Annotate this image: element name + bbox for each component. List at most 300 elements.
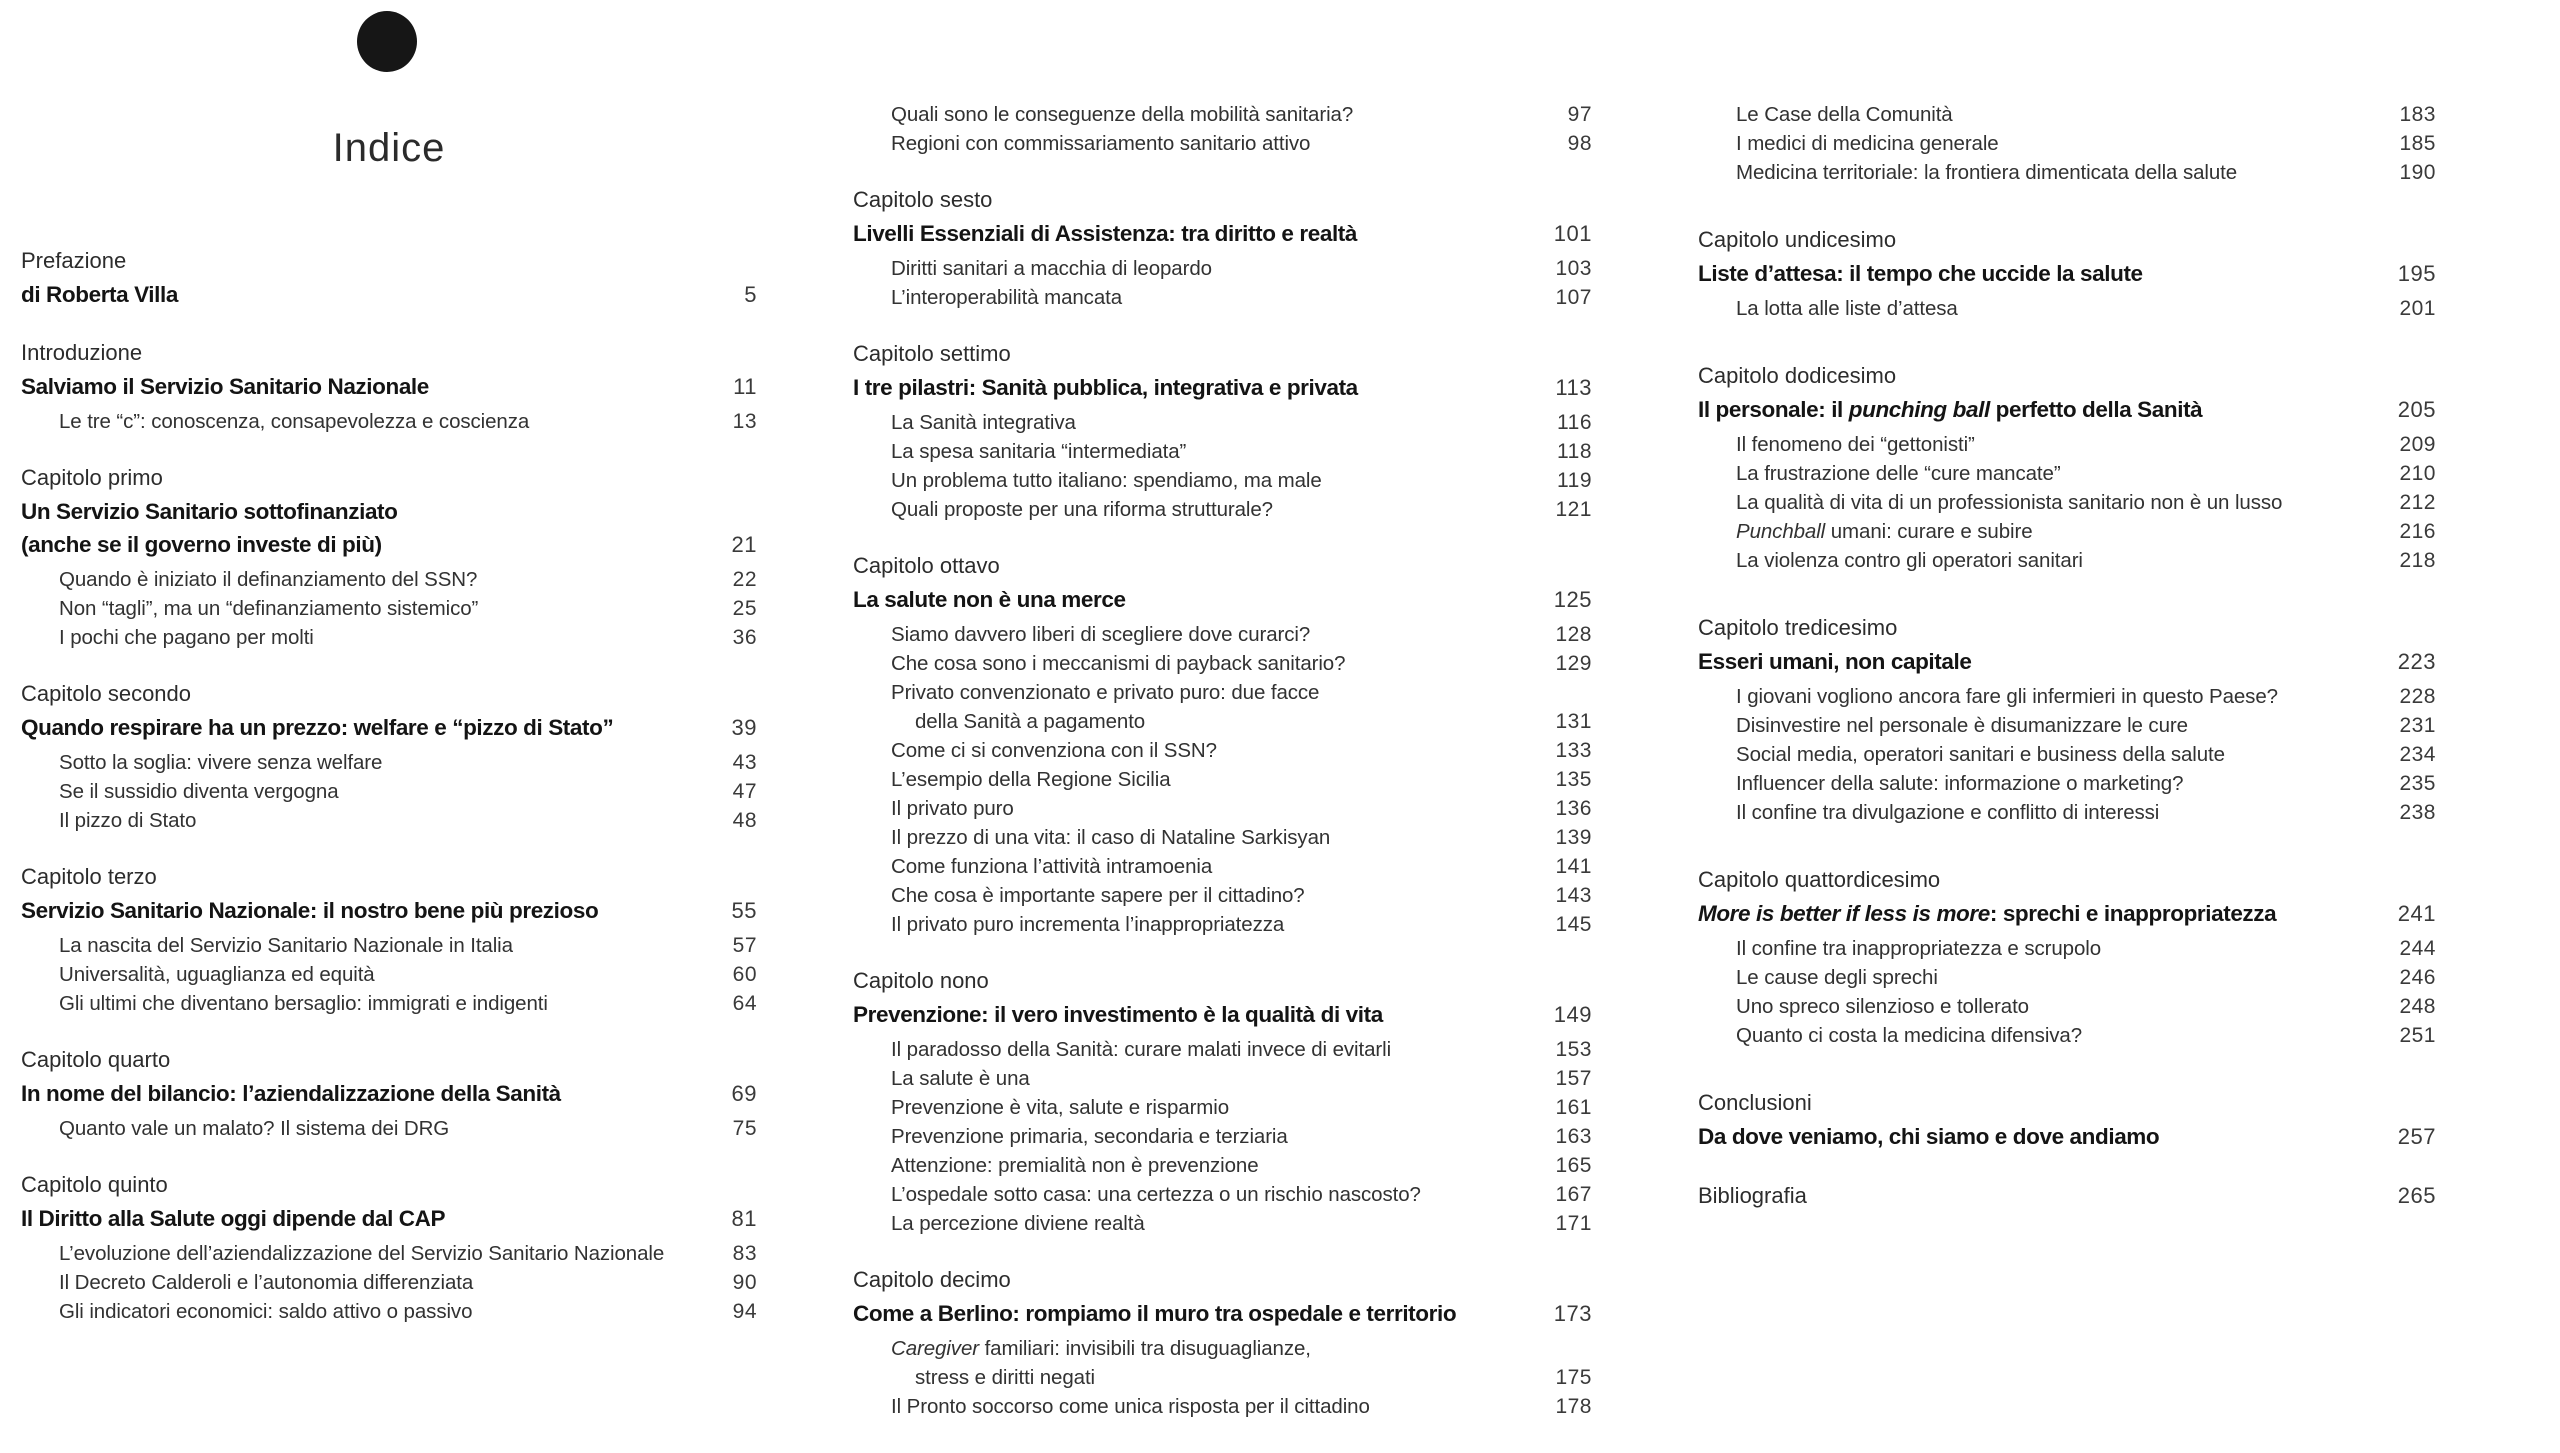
toc-entry-row [853, 1334, 1592, 1363]
toc-entry-row [1698, 963, 2436, 992]
chapter-title [1698, 257, 2384, 290]
section-entries [1698, 934, 2436, 1050]
entry-title [891, 129, 1554, 158]
page-number: 25 [732, 597, 757, 620]
page-number: 128 [1555, 623, 1592, 646]
page-number: 163 [1555, 1125, 1592, 1148]
text-part: Le tre “c”: conoscenza, consapevolezza e coscienza [59, 410, 530, 433]
toc-entry-row [21, 407, 757, 436]
toc-column-left [21, 244, 757, 1326]
section-label: Capitolo quattordicesimo [1698, 867, 1941, 892]
toc-entry-row [853, 100, 1592, 129]
page-number: 141 [1555, 855, 1592, 878]
text-part: Quali proposte per una riforma strutturale? [891, 498, 1273, 521]
text-part: Disinvestire nel personale è disumanizzare le cure [1736, 714, 2188, 737]
page-title: Indice [332, 126, 446, 170]
text-part: Il pizzo di Stato [59, 809, 197, 832]
page-number: 101 [1553, 221, 1592, 246]
text-part: L’esempio della Regione Sicilia [891, 768, 1171, 791]
entry-title [891, 736, 1541, 765]
entry-title [891, 1392, 1541, 1421]
entry-title [891, 620, 1541, 649]
entry-title [1736, 798, 2385, 827]
chapter-title-row [21, 711, 757, 744]
toc-entry-row [853, 649, 1592, 678]
entry-title [891, 678, 1592, 707]
entry-title [1736, 517, 2385, 546]
entry-title [59, 594, 719, 623]
text-part: umani: curare e subire [1825, 520, 2033, 543]
chapter-title-row [21, 495, 757, 528]
chapter-title [1698, 393, 2384, 426]
chapter-title [1698, 897, 2384, 930]
text-part: Prevenzione è vita, salute e risparmio [891, 1096, 1230, 1119]
toc-entry-row [21, 777, 757, 806]
section-label: Capitolo decimo [853, 1267, 1011, 1292]
section-label: Capitolo sesto [853, 187, 993, 212]
text-part: Come ci si convenziona con il SSN? [891, 739, 1217, 762]
chapter-title [853, 583, 1540, 616]
entry-title [891, 408, 1543, 437]
entry-title [59, 960, 719, 989]
entry-title [1736, 740, 2385, 769]
toc-column-right [1698, 96, 2436, 1212]
toc-section [1698, 100, 2436, 187]
toc-section [1698, 223, 2436, 323]
chapter-title-row [853, 998, 1592, 1031]
page-number: 64 [732, 992, 757, 1015]
italic-text-part: Caregiver [891, 1337, 979, 1360]
page-number: 135 [1555, 768, 1592, 791]
text-part: Servizio Sanitario Nazionale: il nostro bene più prezioso [21, 898, 599, 923]
text-part: La Sanità integrativa [891, 411, 1076, 434]
text-part: della Sanità a pagamento [915, 710, 1146, 733]
text-part: Il fenomeno dei “gettonisti” [1736, 433, 1975, 456]
text-part: La salute è una [891, 1067, 1030, 1090]
page-number: 116 [1557, 411, 1592, 434]
entry-title [1736, 963, 2385, 992]
toc-entry-row [853, 1035, 1592, 1064]
entry-title [1736, 129, 2385, 158]
page-number: 13 [732, 410, 757, 433]
page-number: 113 [1555, 375, 1592, 400]
page-number: 246 [2399, 966, 2436, 989]
section-entries [21, 748, 757, 835]
section-entries [853, 1334, 1592, 1421]
toc-entry-row [21, 748, 757, 777]
page-number: 175 [1555, 1366, 1592, 1389]
text-part: Il confine tra inappropriatezza e scrupolo [1736, 937, 2102, 960]
toc-entry-row [1698, 934, 2436, 963]
page-number: 171 [1555, 1212, 1592, 1235]
toc-entry-row [21, 1239, 757, 1268]
toc-entry-row [853, 1363, 1592, 1392]
italic-text-part: punching ball [1848, 397, 1990, 422]
toc-section [21, 1043, 757, 1143]
toc-entry-row [21, 960, 757, 989]
text-part: Il confine tra divulgazione e conflitto di interessi [1736, 801, 2160, 824]
chapter-title [21, 370, 719, 403]
italic-text-part: Punchball [1736, 520, 1826, 543]
page-number: 107 [1555, 286, 1592, 309]
toc-section [853, 1263, 1592, 1421]
entry-title [891, 910, 1541, 939]
page-number: 185 [2399, 132, 2436, 155]
entry-title [891, 1151, 1541, 1180]
text-part: stress e diritti negati [915, 1366, 1095, 1389]
chapter-title [21, 894, 718, 927]
text-part: Salviamo il Servizio Sanitario Nazionale [21, 374, 429, 399]
text-part: : sprechi e inappropriatezza [1989, 901, 2277, 926]
entry-title [59, 989, 719, 1018]
chapter-title [21, 495, 757, 528]
chapter-title [21, 1202, 718, 1235]
section-label: Capitolo quarto [21, 1047, 171, 1072]
section-label: Capitolo nono [853, 968, 989, 993]
page-number: 48 [732, 809, 757, 832]
text-part: Social media, operatori sanitari e business della salute [1736, 743, 2225, 766]
page-number: 190 [2399, 161, 2436, 184]
entry-title [1736, 158, 2385, 187]
page-number: 145 [1555, 913, 1592, 936]
chapter-title [1698, 1179, 2384, 1212]
entry-title [59, 1297, 719, 1326]
toc-entry-row [21, 565, 757, 594]
text-part: La nascita del Servizio Sanitario Nazionale in Italia [59, 934, 513, 957]
text-part: L’ospedale sotto casa: una certezza o un rischio nascosto? [891, 1183, 1421, 1206]
page-number: 60 [732, 963, 757, 986]
chapter-title-row [21, 370, 757, 403]
toc-entry-row [1698, 546, 2436, 575]
text-part: Come a Berlino: rompiamo il muro tra ospedale e territorio [853, 1301, 1457, 1326]
page-number: 133 [1555, 739, 1592, 762]
section-entries [21, 931, 757, 1018]
text-part: perfetto della Sanità [1989, 397, 2203, 422]
entry-title [915, 1363, 1541, 1392]
entry-title [1736, 769, 2385, 798]
chapter-title [853, 1297, 1540, 1330]
toc-section [853, 337, 1592, 524]
entry-title [891, 437, 1543, 466]
section-label: Capitolo secondo [21, 681, 192, 706]
chapter-title-row [1698, 1179, 2436, 1212]
section-entries [1698, 100, 2436, 187]
text-part: Medicina territoriale: la frontiera dimenticata della salute [1736, 161, 2238, 184]
chapter-title-row [853, 1297, 1592, 1330]
entry-title [891, 823, 1541, 852]
toc-entry-row [853, 1392, 1592, 1421]
entry-title [891, 466, 1543, 495]
toc-entry-row [853, 620, 1592, 649]
toc-entry-row [21, 806, 757, 835]
toc-entry-row [853, 852, 1592, 881]
chapter-title-row [853, 371, 1592, 404]
text-part: Il Decreto Calderoli e l’autonomia differenziata [59, 1271, 474, 1294]
italic-text-part: More is better if less is more [1698, 901, 1990, 926]
entry-title [891, 495, 1541, 524]
page-number: 161 [1555, 1096, 1592, 1119]
entry-title [59, 1268, 719, 1297]
entry-title [891, 1334, 1592, 1363]
text-part: Se il sussidio diventa vergogna [59, 780, 339, 803]
toc-entry-row [1698, 459, 2436, 488]
toc-entry-row [1698, 769, 2436, 798]
text-part: di Roberta Villa [21, 282, 178, 307]
text-part: familiari: invisibili tra disuguaglianze, [978, 1337, 1311, 1360]
text-part: I medici di medicina generale [1736, 132, 1999, 155]
page-number: 244 [2399, 937, 2436, 960]
text-part: Siamo davvero liberi di scegliere dove curarci? [891, 623, 1311, 646]
toc-section [1698, 611, 2436, 827]
entry-title [891, 1180, 1541, 1209]
entry-title [891, 1064, 1541, 1093]
entry-title [59, 1239, 719, 1268]
text-part: L’interoperabilità mancata [891, 286, 1123, 309]
section-label: Conclusioni [1698, 1090, 1812, 1115]
entry-title [59, 407, 719, 436]
chapter-title [21, 528, 718, 561]
toc-entry-row [1698, 517, 2436, 546]
section-label: Prefazione [21, 248, 127, 273]
page-number: 235 [2399, 772, 2436, 795]
toc-entry-row [853, 1122, 1592, 1151]
toc-entry-row [853, 910, 1592, 939]
entry-title [891, 765, 1541, 794]
text-part: Esseri umani, non capitale [1698, 649, 1972, 674]
chapter-title-row [21, 528, 757, 561]
entry-title [1736, 992, 2385, 1021]
section-label: Capitolo settimo [853, 341, 1011, 366]
toc-entry-row [853, 736, 1592, 765]
page-number: 241 [2397, 901, 2436, 926]
page-number: 125 [1553, 587, 1592, 612]
text-part: Quali sono le conseguenze della mobilità sanitaria? [891, 103, 1354, 126]
toc-entry-row [853, 823, 1592, 852]
text-part: La salute non è una merce [853, 587, 1126, 612]
toc-entry-row [853, 283, 1592, 312]
page-number: 173 [1553, 1301, 1592, 1326]
toc-section [21, 860, 757, 1018]
text-part: L’evoluzione dell’aziendalizzazione del Servizio Sanitario Nazionale [59, 1242, 665, 1265]
toc-entry-row [853, 1209, 1592, 1238]
section-label: Introduzione [21, 340, 143, 365]
text-part: I pochi che pagano per molti [59, 626, 314, 649]
text-part: Bibliografia [1698, 1183, 1807, 1208]
text-part: Le Case della Comunità [1736, 103, 1953, 126]
text-part: Influencer della salute: informazione o marketing? [1736, 772, 2184, 795]
chapter-title [853, 371, 1541, 404]
text-part: Prevenzione: il vero investimento è la qualità di vita [853, 1002, 1383, 1027]
toc-entry-row [1698, 682, 2436, 711]
chapter-title [21, 278, 730, 311]
toc-entry-row [1698, 740, 2436, 769]
text-part: Che cosa sono i meccanismi di payback sanitario? [891, 652, 1346, 675]
page-number: 183 [2399, 103, 2436, 126]
text-part: In nome del bilancio: l’aziendalizzazione della Sanità [21, 1081, 561, 1106]
toc-entry-row [1698, 158, 2436, 187]
toc-entry-row [1698, 488, 2436, 517]
toc-entry-row [1698, 294, 2436, 323]
entry-title [59, 565, 719, 594]
text-part: Come funziona l’attività intramoenia [891, 855, 1213, 878]
page-number: 165 [1555, 1154, 1592, 1177]
entry-title [891, 1035, 1541, 1064]
page-number: 11 [733, 374, 757, 399]
section-label: Capitolo quinto [21, 1172, 168, 1197]
chapter-title [21, 1077, 718, 1110]
toc-entry-row [1698, 798, 2436, 827]
page-number: 97 [1567, 103, 1592, 126]
page-number: 201 [2399, 297, 2436, 320]
text-part: La frustrazione delle “cure mancate” [1736, 462, 2061, 485]
page-number: 257 [2397, 1124, 2436, 1149]
page-number: 39 [731, 715, 757, 740]
page-number: 75 [732, 1117, 757, 1140]
text-part: Il paradosso della Sanità: curare malati invece di evitarli [891, 1038, 1392, 1061]
text-part: Privato convenzionato e privato puro: due facce [891, 681, 1320, 704]
text-part: La lotta alle liste d’attesa [1736, 297, 1958, 320]
toc-entry-row [21, 623, 757, 652]
entry-title [891, 881, 1541, 910]
toc-entry-row [21, 989, 757, 1018]
toc-entry-row [1698, 1021, 2436, 1050]
toc-section [853, 964, 1592, 1238]
section-entries [21, 1239, 757, 1326]
toc-section [21, 677, 757, 835]
entry-title [59, 748, 719, 777]
entry-title [59, 623, 719, 652]
page-number: 205 [2397, 397, 2436, 422]
chapter-title [1698, 645, 2384, 678]
entry-title [1736, 294, 2385, 323]
entry-title [891, 283, 1541, 312]
toc-entry-row [21, 931, 757, 960]
page-number: 43 [732, 751, 757, 774]
chapter-title [21, 711, 718, 744]
page-number: 212 [2399, 491, 2436, 514]
toc-section [1698, 1179, 2436, 1212]
text-part: Livelli Essenziali di Assistenza: tra diritto e realtà [853, 221, 1357, 246]
chapter-title [853, 998, 1540, 1031]
section-entries [853, 408, 1592, 524]
chapter-title-row [853, 217, 1592, 250]
text-part: Le cause degli sprechi [1736, 966, 1938, 989]
toc-entry-row [853, 254, 1592, 283]
toc-entry-row [853, 408, 1592, 437]
page-number: 90 [732, 1271, 757, 1294]
text-part: Attenzione: premialità non è prevenzione [891, 1154, 1259, 1177]
text-part: I tre pilastri: Sanità pubblica, integrativa e privata [853, 375, 1358, 400]
section-label: Capitolo tredicesimo [1698, 615, 1898, 640]
toc-entry-row [853, 765, 1592, 794]
entry-title [1736, 711, 2385, 740]
toc-entry-row [853, 437, 1592, 466]
toc-entry-row [853, 1151, 1592, 1180]
text-part: La spesa sanitaria “intermediata” [891, 440, 1187, 463]
page-number: 238 [2399, 801, 2436, 824]
toc-entry-row [853, 794, 1592, 823]
entry-title [891, 852, 1541, 881]
text-part: Il Diritto alla Salute oggi dipende dal CAP [21, 1206, 446, 1231]
text-part: Il personale: il [1698, 397, 1849, 422]
page-number: 139 [1555, 826, 1592, 849]
page-number: 131 [1555, 710, 1592, 733]
toc-entry-row [1698, 430, 2436, 459]
entry-title [1736, 1021, 2385, 1050]
page-number: 83 [732, 1242, 757, 1265]
entry-title [891, 649, 1541, 678]
toc-entry-row [853, 678, 1592, 707]
toc-section [21, 461, 757, 652]
entry-title [891, 100, 1554, 129]
toc-section [853, 100, 1592, 158]
chapter-title-row [1698, 257, 2436, 290]
page-number: 153 [1555, 1038, 1592, 1061]
toc-section [21, 336, 757, 436]
section-entries [853, 100, 1592, 158]
page-number: 47 [732, 780, 757, 803]
page-number: 195 [2397, 261, 2436, 286]
page-number: 143 [1555, 884, 1592, 907]
page-number: 251 [2399, 1024, 2436, 1047]
entry-title [891, 254, 1541, 283]
entry-title [1736, 682, 2385, 711]
entry-title [1736, 100, 2385, 129]
text-part: Gli indicatori economici: saldo attivo o passivo [59, 1300, 473, 1323]
page-number: 69 [731, 1081, 757, 1106]
section-label: Capitolo dodicesimo [1698, 363, 1897, 388]
chapter-title [1698, 1120, 2384, 1153]
text-part: Gli ultimi che diventano bersaglio: immigrati e indigenti [59, 992, 548, 1015]
entry-title [915, 707, 1541, 736]
page-number: 218 [2399, 549, 2436, 572]
toc-section [1698, 359, 2436, 575]
text-part: Quando respirare ha un prezzo: welfare e “pizzo di Stato” [21, 715, 614, 740]
text-part: Il privato puro incrementa l’inappropriatezza [891, 913, 1285, 936]
toc-entry-row [21, 1268, 757, 1297]
page-number: 210 [2399, 462, 2436, 485]
text-part: Uno spreco silenzioso e tollerato [1736, 995, 2029, 1018]
toc-section [853, 183, 1592, 312]
chapter-title [853, 217, 1540, 250]
page-number: 119 [1557, 469, 1592, 492]
entry-title [891, 794, 1541, 823]
toc-entry-row [853, 881, 1592, 910]
section-entries [853, 620, 1592, 939]
page-number: 129 [1555, 652, 1592, 675]
text-part: I giovani vogliono ancora fare gli infermieri in questo Paese? [1736, 685, 2278, 708]
page-number: 149 [1553, 1002, 1592, 1027]
toc-section [1698, 863, 2436, 1050]
toc-entry-row [1698, 129, 2436, 158]
toc-entry-row [1698, 100, 2436, 129]
text-part: Quando è iniziato il definanziamento del SSN? [59, 568, 478, 591]
entry-title [891, 1122, 1541, 1151]
section-entries [1698, 430, 2436, 575]
page-number: 55 [731, 898, 757, 923]
page-number: 234 [2399, 743, 2436, 766]
chapter-title-row [1698, 645, 2436, 678]
chapter-title-row [1698, 1120, 2436, 1153]
text-part: Un Servizio Sanitario sottofinanziato [21, 499, 398, 524]
text-part: Il Pronto soccorso come unica risposta per il cittadino [891, 1395, 1370, 1418]
toc-entry-row [853, 495, 1592, 524]
page-number: 36 [732, 626, 757, 649]
toc-entry-row [1698, 711, 2436, 740]
chapter-title-row [21, 1202, 757, 1235]
publisher-dot-logo [357, 11, 417, 72]
toc-entry-row [853, 707, 1592, 736]
